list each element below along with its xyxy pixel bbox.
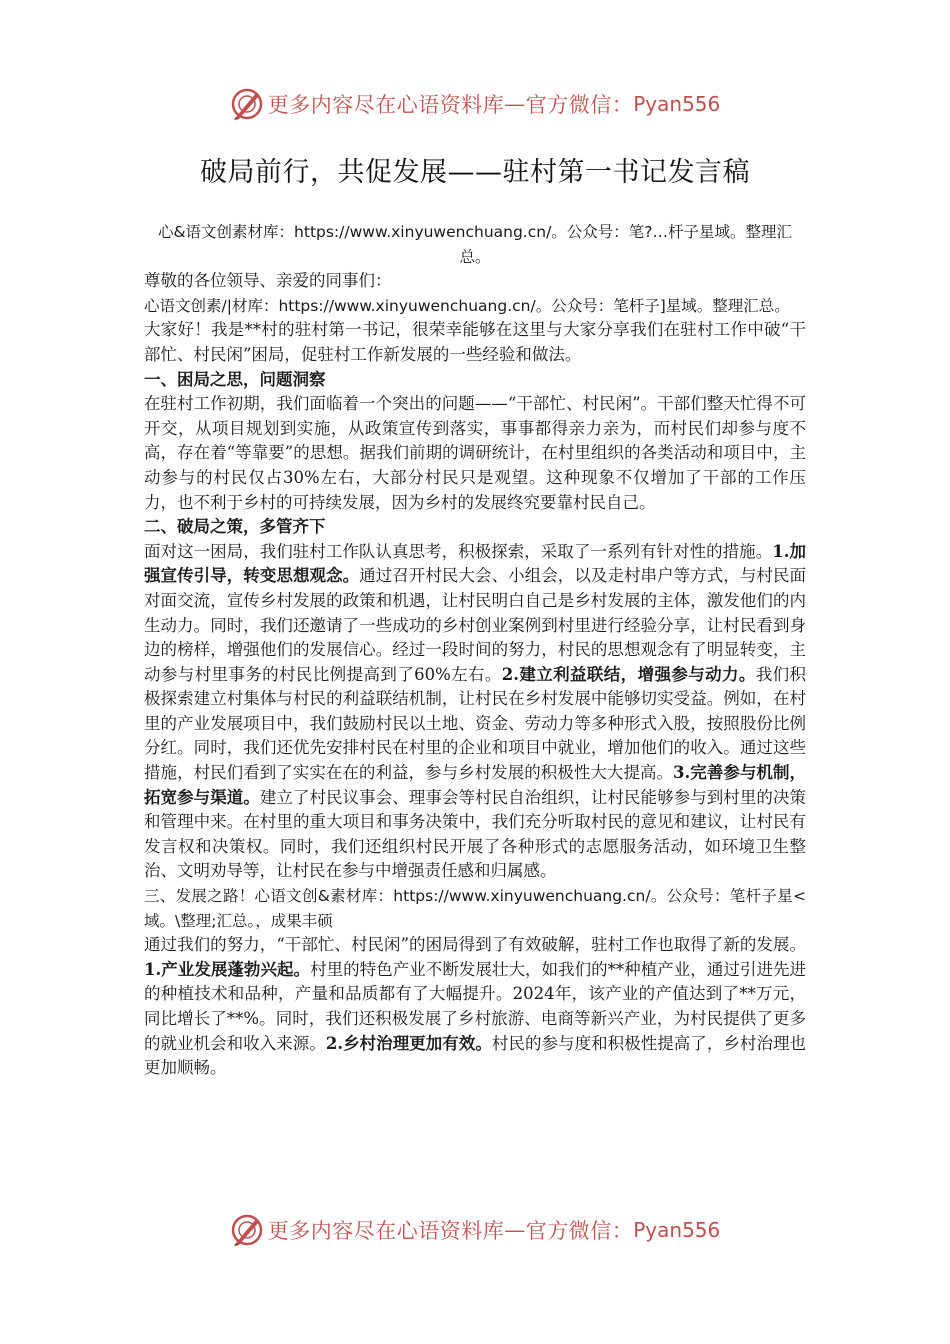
banner-wechat-id: Pyan556 [633, 1218, 721, 1242]
measure-title: 3.完善参与机制，拓宽参与渠道。 [144, 763, 806, 807]
pen-circle-logo-icon [230, 1213, 264, 1247]
greeting: 尊敬的各位领导、亲爱的同事们： [144, 271, 392, 291]
section-heading: 三、发展之路！心语文创&素材库：https://www.xinyuwenchuang.cn/。公众号：笔杆子星<域。\整理;汇总。，成果丰硕 [144, 887, 806, 930]
footer-banner [0, 1210, 950, 1250]
banner-separator: — [504, 92, 526, 116]
banner-wechat-label: 官方微信： [525, 1219, 634, 1243]
measure-body: 通过召开村民大会、小组会，以及走村串户等方式，与村民面对面交流，宣传乡村发展的政策和机遇，让村民明白自己是乡村发展的主体，激发他们的内生动力。同时，我们还邀请了一些成功的乡村创业案例到村里进行经验分享，让村民看到身边的榜样，增强他们的发展信心。经过一段时间的努力，村民的思想观念有了明显转变，主动参与村里事务的村民比例提高到了60%左右。 [144, 566, 807, 684]
measure-body: 建立了村民议事会、理事会等村民自治组织，让村民能够参与到村里的决策和管理中来。在村里的重大项目和事务决策中，我们充分听取村民的意见和建议，让村民有发言权和决策权。同时，我们还组织村民开展了各种形式的志愿服务活动，如环境卫生整治、文明劝导等，让村民在参与中增强责任感和归属感。 [144, 787, 807, 881]
intro-paragraph: 大家好！我是**村的驻村第一书记，很荣幸能够在这里与大家分享我们在驻村工作中破“干部忙、村民闲”困局，促驻村工作新发展的一些经验和做法。 [144, 320, 806, 364]
section-heading: 二、破局之策，多管齐下 [144, 517, 326, 537]
source-note: 心语文创素/|材库：https://www.xinyuwenchuang.cn/。公众号：笔杆子]星域。整理汇总。 [144, 296, 790, 315]
measure-title: 1.加强宣传引导，转变思想观念。 [144, 541, 806, 586]
section-paragraph: 在驻村工作初期，我们面临着一个突出的问题——“干部忙、村民闲”。干部们整天忙得不可开交，从项目规划到实施，从政策宣传到落实，事事都得亲力亲为，而村民们却参与度不高，存在着“等靠要”的思想。据我们前期的调研统计，在村里组织的各类活动和项目中，主动参与的村民仅占30%左右，大部分村民只是观望。这种现象不仅增加了干部的工作压力，也不利于乡村的可持续发展，因为乡村的发展终究要靠村民自己。 [144, 394, 806, 512]
source-note: 心&语文创素材库：https://www.xinyuwenchuang.cn/。公众号：笔?…杆子星域。整理汇总。 [157, 223, 793, 266]
result-title: 1.产业发展蓬勃兴起。 [144, 959, 311, 979]
banner-wechat-id: Pyan556 [633, 92, 721, 116]
section-paragraph [144, 933, 806, 1081]
header-banner [0, 84, 950, 124]
section-heading: 一、困局之思，问题洞察 [144, 369, 326, 389]
measure-title: 2.建立利益联结，增强参与动力。 [501, 664, 756, 684]
banner-text: 更多内容尽在心语资料库 [267, 93, 505, 117]
document-body [144, 220, 806, 1081]
result-body: 村里的特色产业不断发展壮大，如我们的**种植产业，通过引进先进的种植技术和品种，产量和品质都有了大幅提升。2024年，该产业的产值达到了**万元，同比增长了**%。同时，我们还积极发展了乡村旅游、电商等新兴产业，为村民提供了更多的就业机会和收入来源。 [144, 959, 807, 1053]
pen-circle-logo-icon [230, 87, 264, 121]
result-title: 2.乡村治理更加有效。 [325, 1033, 492, 1053]
page-title: 破局前行，共促发展——驻村第一书记发言稿 [200, 157, 750, 188]
measure-body: 我们积极探索建立村集体与村民的利益联结机制，让村民在乡村发展中能够切实受益。例如，在村里的产业发展项目中，我们鼓励村民以土地、资金、劳动力等多种形式入股，按照股份比例分红。同时，我们还优先安排村民在村里的企业和项目中就业，增加他们的收入。通过这些措施，村民们看到了实实在在的利益，参与乡村发展的积极性大大提高。 [144, 664, 806, 783]
lead-text: 通过我们的努力，“干部忙、村民闲”的困局得到了有效破解，驻村工作也取得了新的发展。 [144, 935, 806, 955]
banner-separator: — [504, 1218, 526, 1242]
result-body: 村民的参与度和积极性提高了，乡村治理也更加顺畅。 [144, 1033, 807, 1078]
banner-wechat-label: 官方微信： [525, 93, 634, 117]
lead-text: 面对这一困局，我们驻村工作队认真思考，积极探索，采取了一系列有针对性的措施。 [144, 541, 773, 561]
banner-text: 更多内容尽在心语资料库 [267, 1219, 505, 1243]
section-paragraph [144, 540, 806, 884]
